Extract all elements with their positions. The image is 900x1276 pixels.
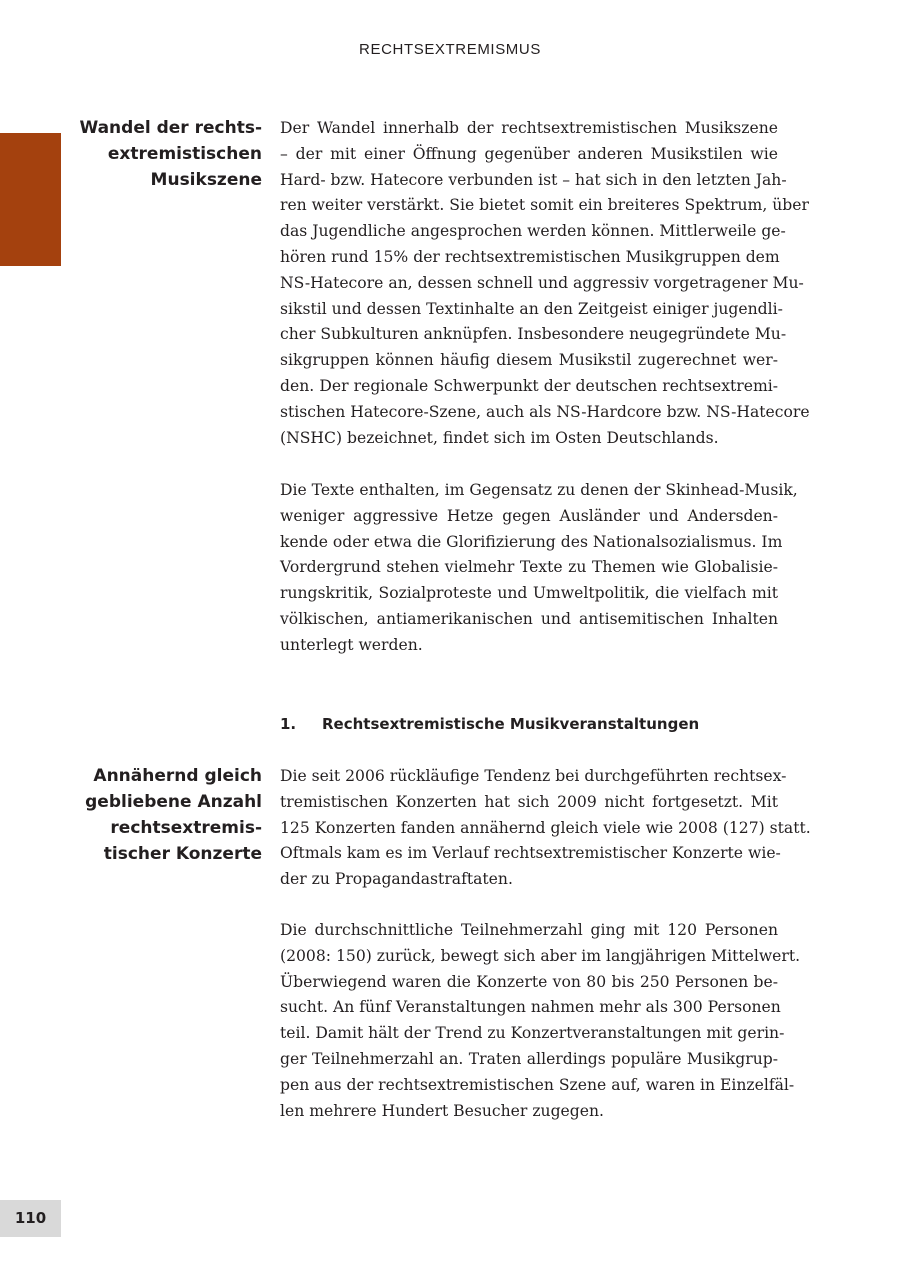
paragraph-tendenz	[280, 764, 811, 893]
text-line: rungskritik, Sozialproteste und Umweltpolitik, die vielfach mit	[280, 584, 778, 603]
page-number: 110	[0, 1200, 61, 1237]
text-line: tremistischen Konzerten hat sich 2009 nicht fortgesetzt. Mit	[280, 792, 778, 811]
text-line: Hard- bzw. Hatecore verbunden ist – hat sich in den letzten Jah-	[280, 170, 787, 189]
text-line: Überwiegend waren die Konzerte von 80 bis 250 Personen be-	[280, 972, 778, 991]
chapter-tab-marker	[0, 133, 61, 266]
text-line: Der Wandel innerhalb der rechtsextremistischen Musikszene	[280, 119, 778, 137]
side-heading-line: Annähernd gleich	[93, 766, 262, 786]
side-heading-konzerte	[70, 763, 262, 867]
text-line: 125 Konzerten fanden annähernd gleich viele wie 2008 (127) statt.	[280, 818, 811, 837]
text-line: Die Texte enthalten, im Gegensatz zu denen der Skinhead-Musik,	[280, 481, 798, 499]
paragraph-wandel	[280, 116, 810, 451]
text-line: – der mit einer Öffnung gegenüber anderen Musikstilen wie	[280, 144, 778, 163]
text-line: Vordergrund stehen vielmehr Texte zu Themen wie Globalisie-	[280, 558, 778, 577]
side-heading-line: extremistischen	[107, 144, 262, 164]
text-line: teil. Damit hält der Trend zu Konzertveranstaltungen mit gerin-	[280, 1024, 785, 1043]
section-heading	[280, 711, 780, 737]
side-heading-line: tischer Konzerte	[103, 844, 262, 864]
text-line: stischen Hatecore-Szene, auch als NS-Hardcore bzw. NS-Hatecore	[280, 402, 810, 421]
text-line: (2008: 150) zurück, bewegt sich aber im langjährigen Mittelwert.	[280, 946, 801, 965]
text-line: sikgruppen können häufig diesem Musikstil zugerechnet wer-	[280, 351, 778, 370]
text-line: den. Der regionale Schwerpunkt der deutschen rechtsextremi-	[280, 376, 778, 395]
side-heading-line: Wandel der rechts-	[79, 118, 262, 138]
text-line: NS-Hatecore an, dessen schnell und aggressiv vorgetragener Mu-	[280, 273, 804, 292]
section-number: 1.	[280, 715, 297, 733]
text-line: len mehrere Hundert Besucher zugegen.	[280, 1101, 604, 1120]
text-line: unterlegt werden.	[280, 635, 423, 654]
paragraph-texte	[280, 478, 798, 659]
side-heading-line: gebliebene Anzahl	[85, 792, 262, 812]
text-line: sikstil und dessen Textinhalte an den Zeitgeist einiger jugendli-	[280, 299, 783, 318]
text-line: das Jugendliche angesprochen werden können. Mittlerweile ge-	[280, 222, 786, 241]
text-line: (NSHC) bezeichnet, findet sich im Osten Deutschlands.	[280, 428, 719, 447]
side-heading-line: Musikszene	[150, 170, 262, 190]
text-line: kende oder etwa die Glorifizierung des Nationalsozialismus. Im	[280, 532, 783, 551]
side-heading-line: rechtsextremis-	[110, 818, 262, 838]
paragraph-teilnehmerzahl	[280, 918, 801, 1124]
text-line: der zu Propagandastraftaten.	[280, 870, 513, 889]
text-line: weniger aggressive Hetze gegen Ausländer und Andersden-	[280, 506, 778, 525]
text-line: ger Teilnehmerzahl an. Traten allerdings populäre Musikgrup-	[280, 1049, 778, 1068]
text-line: pen aus der rechtsextremistischen Szene auf, waren in Einzelfäl-	[280, 1075, 795, 1094]
section-title: Rechtsextremistische Musikveranstaltungen	[322, 715, 700, 733]
running-header: RECHTSEXTREMISMUS	[359, 41, 541, 58]
text-line: völkischen, antiamerikanischen und antisemitischen Inhalten	[280, 609, 778, 628]
text-line: Die seit 2006 rückläufige Tendenz bei durchgeführten rechtsex-	[280, 767, 787, 785]
text-line: ren weiter verstärkt. Sie bietet somit ein breiteres Spektrum, über	[280, 196, 809, 215]
text-line: cher Subkulturen anknüpfen. Insbesondere neugegründete Mu-	[280, 325, 787, 344]
side-heading-musikszene	[70, 115, 262, 193]
text-line: sucht. An fünf Veranstaltungen nahmen mehr als 300 Personen	[280, 998, 781, 1017]
text-line: Die durchschnittliche Teilnehmerzahl ging mit 120 Personen	[280, 921, 778, 939]
text-line: Oftmals kam es im Verlauf rechtsextremistischer Konzerte wie-	[280, 844, 781, 863]
text-line: hören rund 15% der rechtsextremistischen Musikgruppen dem	[280, 247, 780, 266]
